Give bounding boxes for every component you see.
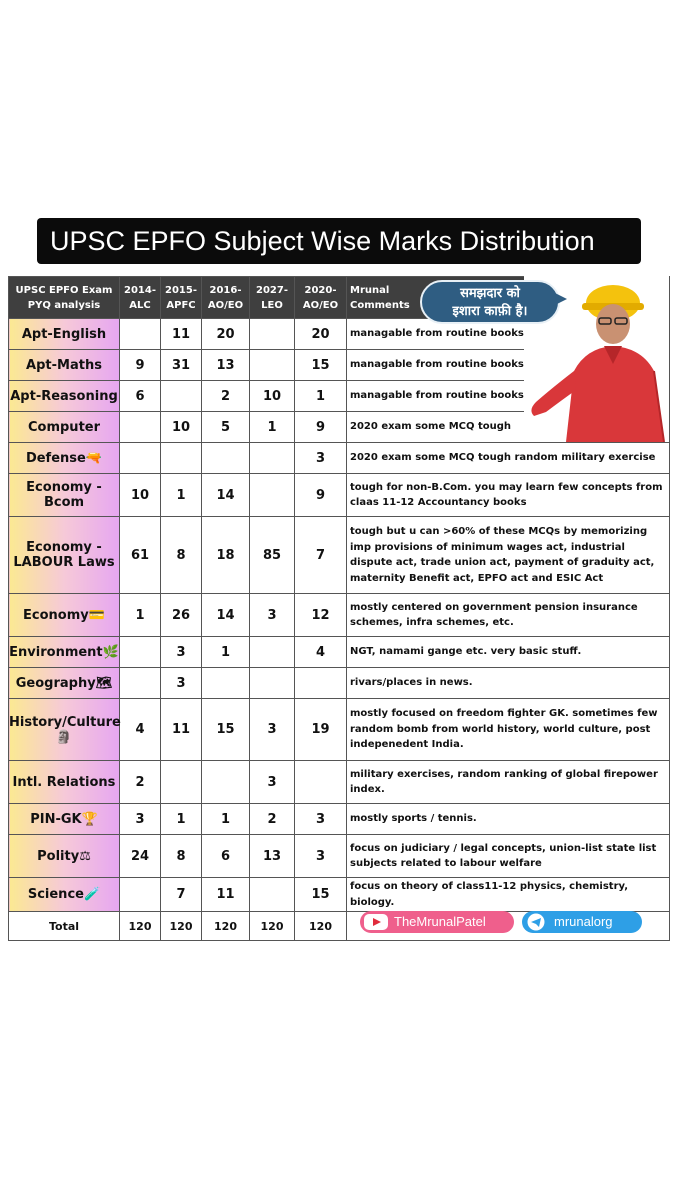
subject-cell: Economy💳 (9, 594, 120, 637)
comment-cell: managable from routine books (347, 350, 670, 381)
header-year-2015: 2015- APFC (161, 277, 202, 319)
marks-cell-2016: 20 (202, 319, 250, 350)
marks-cell-2020: 19 (295, 699, 347, 761)
marks-cell-2014: 9 (120, 350, 161, 381)
marks-cell-2016 (202, 668, 250, 699)
subject-cell: Apt-Maths (9, 350, 120, 381)
marks-cell-2015: 8 (161, 835, 202, 878)
total-label: Total (9, 912, 120, 941)
marks-cell-2020 (295, 668, 347, 699)
comment-cell: managable from routine books (347, 319, 670, 350)
table-row (9, 699, 670, 761)
header-subject: UPSC EPFO Exam PYQ analysis (9, 277, 120, 319)
table-row (9, 443, 670, 474)
total-cell-2027: 120 (250, 912, 295, 941)
marks-cell-2015: 31 (161, 350, 202, 381)
marks-cell-2015: 11 (161, 699, 202, 761)
subject-cell: Economy -Bcom (9, 474, 120, 517)
telegram-channel-name: mrunalorg (554, 914, 613, 929)
comment-cell: military exercises, random ranking of global firepower index. (347, 761, 670, 804)
comment-cell: mostly sports / tennis. (347, 804, 670, 835)
header-comments: Mrunal Comments (347, 277, 670, 319)
marks-cell-2027: 3 (250, 761, 295, 804)
marks-cell-2027: 10 (250, 381, 295, 412)
marks-cell-2014: 61 (120, 517, 161, 594)
comment-cell: mostly centered on government pension insurance schemes, infra schemes, etc. (347, 594, 670, 637)
marks-cell-2027 (250, 474, 295, 517)
marks-cell-2016: 1 (202, 804, 250, 835)
marks-cell-2014: 4 (120, 699, 161, 761)
marks-cell-2020: 9 (295, 412, 347, 443)
marks-cell-2014 (120, 668, 161, 699)
telegram-icon (525, 913, 551, 931)
marks-cell-2014: 3 (120, 804, 161, 835)
subject-cell: Apt-English (9, 319, 120, 350)
marks-cell-2016: 14 (202, 594, 250, 637)
marks-cell-2027: 1 (250, 412, 295, 443)
total-cell-2020: 120 (295, 912, 347, 941)
comment-cell: managable from routine books (347, 381, 670, 412)
marks-cell-2027: 85 (250, 517, 295, 594)
youtube-channel-badge[interactable] (360, 911, 514, 933)
marks-cell-2016: 1 (202, 637, 250, 668)
subject-cell: Geography🗺 (9, 668, 120, 699)
marks-cell-2016: 15 (202, 699, 250, 761)
subject-cell: PIN-GK🏆 (9, 804, 120, 835)
total-cell-2015: 120 (161, 912, 202, 941)
subject-cell: Environment🌿 (9, 637, 120, 668)
header-year-2027: 2027- LEO (250, 277, 295, 319)
marks-cell-2015 (161, 443, 202, 474)
marks-cell-2016: 14 (202, 474, 250, 517)
marks-cell-2015: 1 (161, 804, 202, 835)
table-row (9, 474, 670, 517)
total-cell-2014: 120 (120, 912, 161, 941)
table-row (9, 878, 670, 912)
subject-cell: Intl. Relations (9, 761, 120, 804)
marks-cell-2014 (120, 412, 161, 443)
marks-cell-2015: 8 (161, 517, 202, 594)
comment-cell: focus on theory of class11-12 physics, chemistry, biology. (347, 878, 670, 912)
marks-cell-2020: 1 (295, 381, 347, 412)
subject-cell: Polity⚖ (9, 835, 120, 878)
marks-cell-2016: 18 (202, 517, 250, 594)
marks-cell-2015: 7 (161, 878, 202, 912)
marks-cell-2016 (202, 761, 250, 804)
marks-cell-2020: 9 (295, 474, 347, 517)
marks-cell-2020: 15 (295, 350, 347, 381)
marks-cell-2020: 15 (295, 878, 347, 912)
marks-cell-2020 (295, 761, 347, 804)
table-row (9, 668, 670, 699)
comment-cell: focus on judiciary / legal concepts, union-list state list subjects related to labour welfare (347, 835, 670, 878)
marks-cell-2016 (202, 443, 250, 474)
marks-cell-2014: 2 (120, 761, 161, 804)
subject-cell: Science🧪 (9, 878, 120, 912)
header-year-2014: 2014- ALC (120, 277, 161, 319)
marks-cell-2020: 4 (295, 637, 347, 668)
marks-cell-2020: 12 (295, 594, 347, 637)
total-cell-2016: 120 (202, 912, 250, 941)
marks-cell-2027 (250, 350, 295, 381)
speech-bubble: समझदार को इशारा काफ़ी है। (420, 280, 560, 324)
marks-cell-2014 (120, 319, 161, 350)
marks-cell-2020: 7 (295, 517, 347, 594)
marks-cell-2027: 3 (250, 699, 295, 761)
table-row (9, 804, 670, 835)
telegram-channel-badge[interactable] (522, 911, 642, 933)
youtube-channel-name: TheMrunalPatel (394, 914, 486, 929)
marks-cell-2016: 6 (202, 835, 250, 878)
marks-cell-2027 (250, 443, 295, 474)
subject-cell: Apt-Reasoning (9, 381, 120, 412)
header-year-2020: 2020- AO/EO (295, 277, 347, 319)
marks-cell-2015: 1 (161, 474, 202, 517)
comment-cell: 2020 exam some MCQ tough random military exercise (347, 443, 670, 474)
marks-cell-2014 (120, 637, 161, 668)
marks-cell-2016: 11 (202, 878, 250, 912)
marks-cell-2016: 13 (202, 350, 250, 381)
comment-cell: tough for non-B.Com. you may learn few concepts from claas 11-12 Accountancy books (347, 474, 670, 517)
marks-cell-2020: 3 (295, 443, 347, 474)
marks-cell-2014 (120, 878, 161, 912)
marks-cell-2015 (161, 381, 202, 412)
comment-cell: NGT, namami gange etc. very basic stuff. (347, 637, 670, 668)
marks-cell-2014 (120, 443, 161, 474)
marks-cell-2027 (250, 319, 295, 350)
page-title: UPSC EPFO Subject Wise Marks Distribution (37, 218, 641, 264)
marks-cell-2027 (250, 637, 295, 668)
comment-cell: mostly focused on freedom fighter GK. sometimes few random bomb from world history, world culture, post indepenedent India. (347, 699, 670, 761)
youtube-icon (363, 913, 389, 931)
marks-cell-2015: 3 (161, 637, 202, 668)
marks-cell-2020: 3 (295, 835, 347, 878)
marks-cell-2015: 26 (161, 594, 202, 637)
subject-cell: History/Culture 🗿 (9, 699, 120, 761)
subject-cell: Defense🔫 (9, 443, 120, 474)
marks-cell-2015 (161, 761, 202, 804)
comment-cell: rivars/places in news. (347, 668, 670, 699)
marks-cell-2015: 10 (161, 412, 202, 443)
marks-cell-2027 (250, 878, 295, 912)
table-row (9, 594, 670, 637)
comment-cell: tough but u can >60% of these MCQs by memorizing imp provisions of minimum wages act, industrial dispute act, trade union act, payment of graduity act, maternity Benefit act, EPFO act and ESIC Act (347, 517, 670, 594)
marks-cell-2015: 3 (161, 668, 202, 699)
subject-cell: Computer (9, 412, 120, 443)
table-row (9, 517, 670, 594)
marks-cell-2014: 6 (120, 381, 161, 412)
marks-cell-2027: 3 (250, 594, 295, 637)
subject-cell: Economy - LABOUR Laws (9, 517, 120, 594)
marks-cell-2020: 20 (295, 319, 347, 350)
marks-cell-2020: 3 (295, 804, 347, 835)
marks-cell-2027 (250, 668, 295, 699)
marks-cell-2027: 13 (250, 835, 295, 878)
marks-cell-2015: 11 (161, 319, 202, 350)
marks-cell-2014: 24 (120, 835, 161, 878)
marks-cell-2014: 1 (120, 594, 161, 637)
table-row (9, 835, 670, 878)
marks-cell-2014: 10 (120, 474, 161, 517)
marks-cell-2016: 2 (202, 381, 250, 412)
table-row (9, 637, 670, 668)
speech-bubble-tail (553, 292, 567, 306)
comment-cell: 2020 exam some MCQ tough (347, 412, 670, 443)
header-year-2016: 2016- AO/EO (202, 277, 250, 319)
table-row (9, 761, 670, 804)
marks-cell-2027: 2 (250, 804, 295, 835)
marks-cell-2016: 5 (202, 412, 250, 443)
